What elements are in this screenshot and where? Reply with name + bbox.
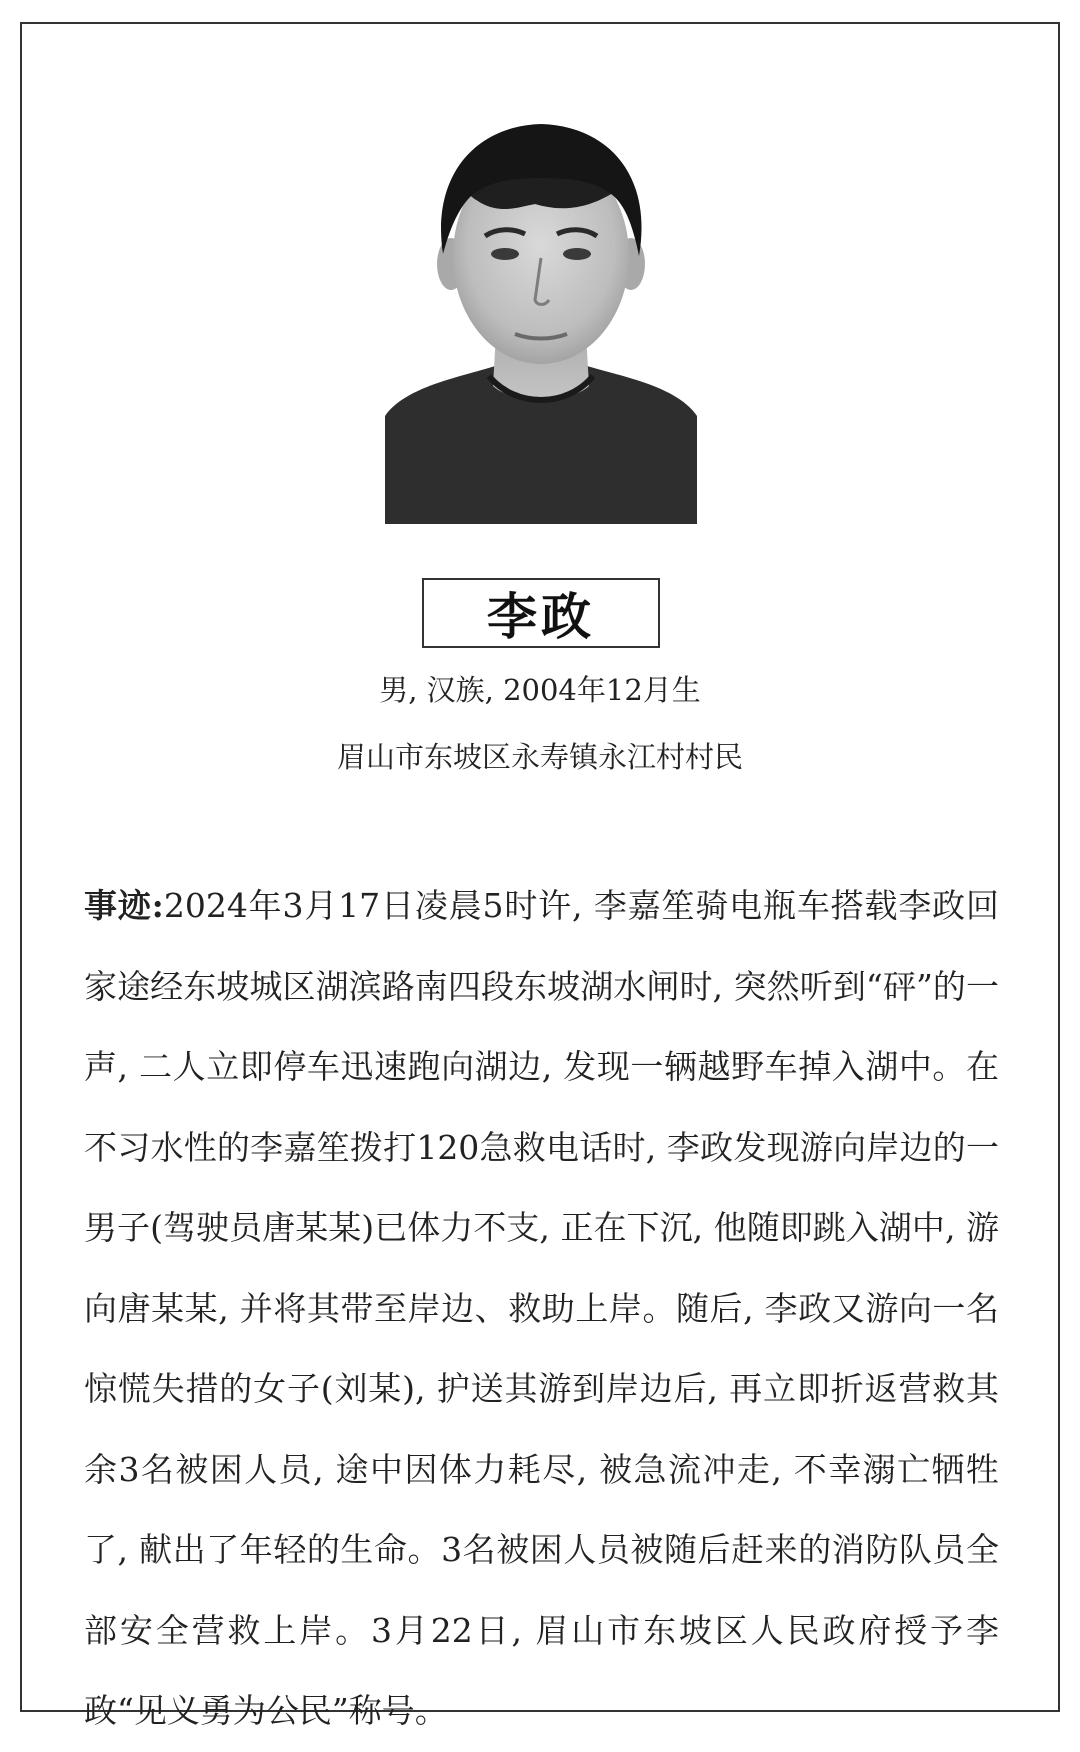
person-name: 李政 xyxy=(422,578,660,648)
person-residence: 眉山市东坡区永寿镇永江村村民 xyxy=(336,740,743,774)
portrait-photo xyxy=(385,86,697,524)
deeds-text: 2024年3月17日凌晨5时许, 李嘉笙骑电瓶车搭载李政回家途经东坡城区湖滨路南四段东坡湖水闸时, 突然听到“砰”的一声, 二人立即停车迅速跑向湖边, 发现一辆越野车掉入湖中。在不习水性的李嘉笙拨打120急救电话时, 李政发现游向岸边的一男子(驾驶员唐某某)已体力不支, 正在下沉, 他随即跳入湖中, 游向唐某某, 并将其带至岸边、救助上岸。随后, 李政又游向一名惊慌失措的女子(刘某), 护送其游到岸边后, 再立即折返营救其余3名被困人员, 途中因体力耗尽, 被急流冲走, 不幸溺亡牺牲了, 献出了年轻的生命。3名被困人员被随后赶来的消防队员全部安全营救上岸。3月22日, 眉山市东坡区人民政府授予李政“见义勇为公民”称号。 xyxy=(84,886,999,1730)
person-basic-info: 男, 汉族, 2004年12月生 xyxy=(379,673,701,707)
deeds-paragraph xyxy=(84,866,999,1752)
deeds-label: 事迹: xyxy=(84,886,164,925)
